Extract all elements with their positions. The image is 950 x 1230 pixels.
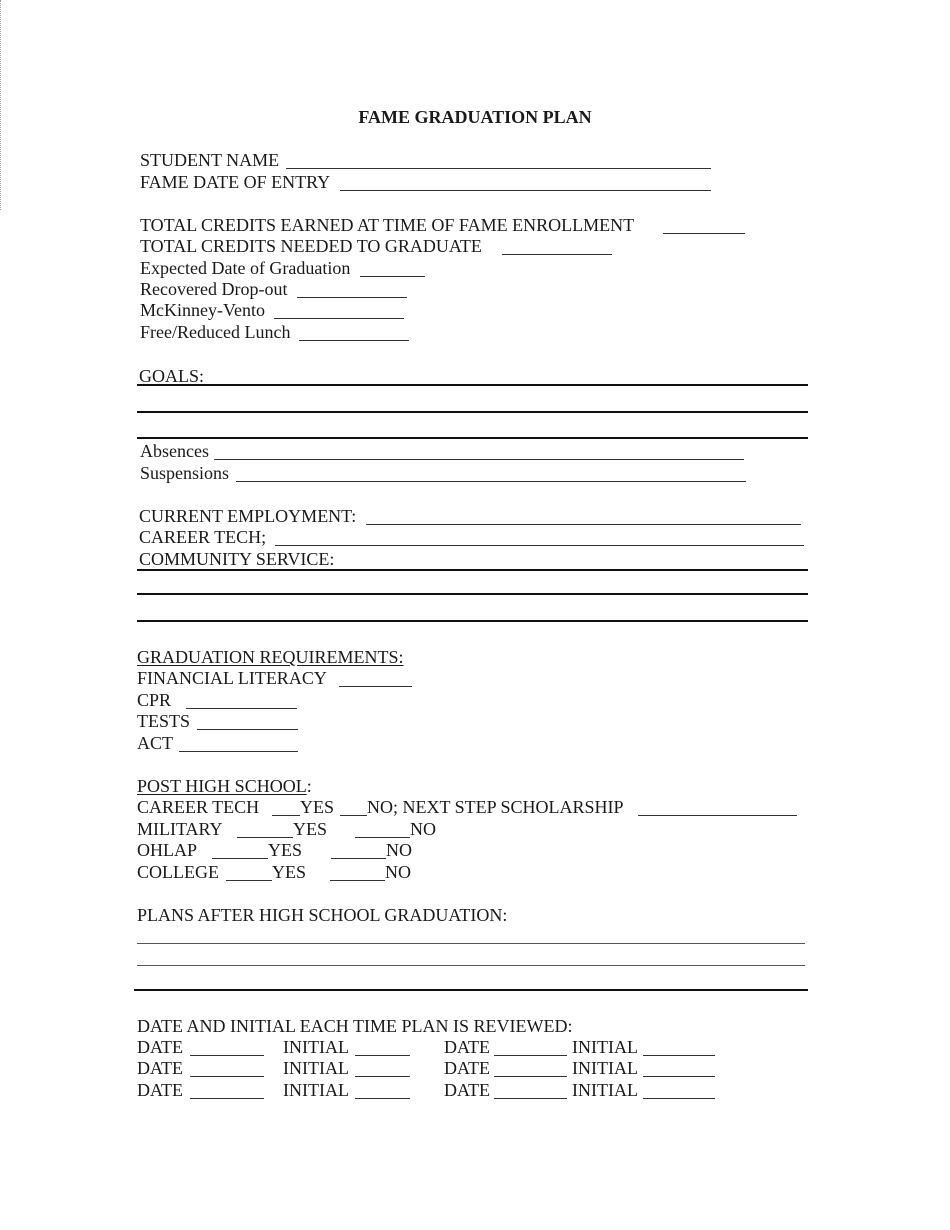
expected-graduation-label: Expected Date of Graduation [140, 258, 351, 278]
goals-line-1[interactable] [137, 384, 808, 386]
scan-edge [0, 0, 3, 210]
credits-earned-label: TOTAL CREDITS EARNED AT TIME OF FAME ENROLLMENT [140, 215, 635, 235]
act-field[interactable] [179, 751, 298, 752]
absences-field[interactable] [214, 459, 744, 460]
college-no-label: NO [385, 862, 411, 882]
tests-field[interactable] [197, 729, 298, 730]
career-tech-field[interactable] [275, 545, 804, 546]
plans-after-label: PLANS AFTER HIGH SCHOOL GRADUATION: [137, 905, 508, 925]
absences-label: Absences [140, 441, 209, 461]
act-label: ACT [137, 733, 173, 753]
review-initial-field[interactable] [355, 1098, 410, 1099]
community-service-label: COMMUNITY SERVICE: [139, 549, 335, 569]
community-service-line-3[interactable] [137, 620, 808, 622]
next-step-scholarship-label: NO; NEXT STEP SCHOLARSHIP [367, 797, 624, 817]
plans-after-line-2[interactable] [137, 965, 805, 966]
date-of-entry-field[interactable] [340, 190, 711, 191]
date-of-entry-label: FAME DATE OF ENTRY [140, 172, 331, 192]
mckinney-vento-field[interactable] [274, 318, 404, 319]
student-name-field[interactable] [286, 168, 711, 169]
career-tech-no-blank[interactable] [340, 815, 367, 816]
plans-after-line-3[interactable] [134, 989, 808, 991]
suspensions-label: Suspensions [140, 463, 230, 483]
review-date-label: DATE [444, 1080, 490, 1100]
ohlap-no-label: NO [386, 840, 412, 860]
review-date-field[interactable] [190, 1076, 264, 1077]
financial-literacy-label: FINANCIAL LITERACY [137, 668, 327, 688]
review-initial-field[interactable] [643, 1055, 715, 1056]
review-date-field[interactable] [190, 1098, 264, 1099]
community-service-line-2[interactable] [137, 593, 808, 595]
current-employment-field[interactable] [366, 524, 801, 525]
recovered-dropout-label: Recovered Drop-out [140, 279, 288, 299]
review-date-label: DATE [137, 1058, 183, 1078]
goals-label: GOALS: [139, 366, 205, 386]
suspensions-field[interactable] [236, 481, 746, 482]
review-initial-field[interactable] [643, 1076, 715, 1077]
post-high-school-heading [137, 776, 312, 796]
credits-needed-field[interactable] [502, 254, 612, 255]
military-yes-label: YES [293, 819, 328, 839]
community-service-line-1[interactable] [137, 569, 808, 571]
ohlap-yes-label: YES [268, 840, 303, 860]
review-date-field[interactable] [494, 1098, 567, 1099]
review-date-label: DATE [137, 1080, 183, 1100]
plans-after-line-1[interactable] [137, 943, 805, 944]
review-date-field[interactable] [190, 1055, 264, 1056]
form-title: FAME GRADUATION PLAN [358, 107, 592, 127]
review-initial-label: INITIAL [283, 1080, 349, 1100]
review-initial-label: INITIAL [572, 1037, 638, 1057]
review-initial-label: INITIAL [283, 1037, 349, 1057]
review-date-field[interactable] [494, 1076, 567, 1077]
military-no-blank[interactable] [355, 837, 410, 838]
recovered-dropout-field[interactable] [297, 297, 407, 298]
tests-label: TESTS [137, 711, 191, 731]
cpr-label: CPR [137, 690, 172, 710]
career-tech-yes-blank[interactable] [272, 815, 300, 816]
career-tech-yes-label: YES [300, 797, 335, 817]
review-initial-field[interactable] [355, 1055, 410, 1056]
military-no-label: NO [410, 819, 436, 839]
credits-earned-field[interactable] [663, 233, 745, 234]
credits-needed-label: TOTAL CREDITS NEEDED TO GRADUATE [140, 236, 482, 256]
career-tech-label: CAREER TECH; [139, 527, 267, 547]
review-date-label: DATE [444, 1058, 490, 1078]
military-label: MILITARY [137, 819, 223, 839]
review-initial-field[interactable] [355, 1076, 410, 1077]
free-reduced-lunch-field[interactable] [299, 340, 409, 341]
college-yes-blank[interactable] [226, 880, 272, 881]
financial-literacy-field[interactable] [339, 686, 412, 687]
ohlap-no-blank[interactable] [331, 858, 386, 859]
graduation-requirements-heading: GRADUATION REQUIREMENTS: [137, 647, 404, 667]
current-employment-label: CURRENT EMPLOYMENT: [139, 506, 357, 526]
review-initial-label: INITIAL [572, 1080, 638, 1100]
review-initial-label: INITIAL [283, 1058, 349, 1078]
free-reduced-lunch-label: Free/Reduced Lunch [140, 322, 291, 342]
goals-line-2[interactable] [137, 411, 808, 413]
review-initial-field[interactable] [643, 1098, 715, 1099]
review-date-field[interactable] [494, 1055, 567, 1056]
student-name-label: STUDENT NAME [140, 150, 280, 170]
college-label: COLLEGE [137, 862, 219, 882]
ohlap-yes-blank[interactable] [212, 858, 268, 859]
cpr-field[interactable] [186, 708, 297, 709]
post-high-school-colon: : [306, 776, 312, 796]
expected-graduation-field[interactable] [360, 276, 425, 277]
review-date-label: DATE [137, 1037, 183, 1057]
review-heading: DATE AND INITIAL EACH TIME PLAN IS REVIEWED: [137, 1016, 573, 1036]
next-step-scholarship-field[interactable] [638, 815, 797, 816]
post-high-school-heading-text: POST HIGH SCHOOL [137, 776, 307, 796]
military-yes-blank[interactable] [237, 837, 293, 838]
review-initial-label: INITIAL [572, 1058, 638, 1078]
goals-line-3[interactable] [137, 437, 808, 439]
college-no-blank[interactable] [330, 880, 385, 881]
mckinney-vento-label: McKinney-Vento [140, 300, 265, 320]
college-yes-label: YES [272, 862, 307, 882]
career-tech-option-label: CAREER TECH [137, 797, 260, 817]
review-date-label: DATE [444, 1037, 490, 1057]
ohlap-label: OHLAP [137, 840, 198, 860]
